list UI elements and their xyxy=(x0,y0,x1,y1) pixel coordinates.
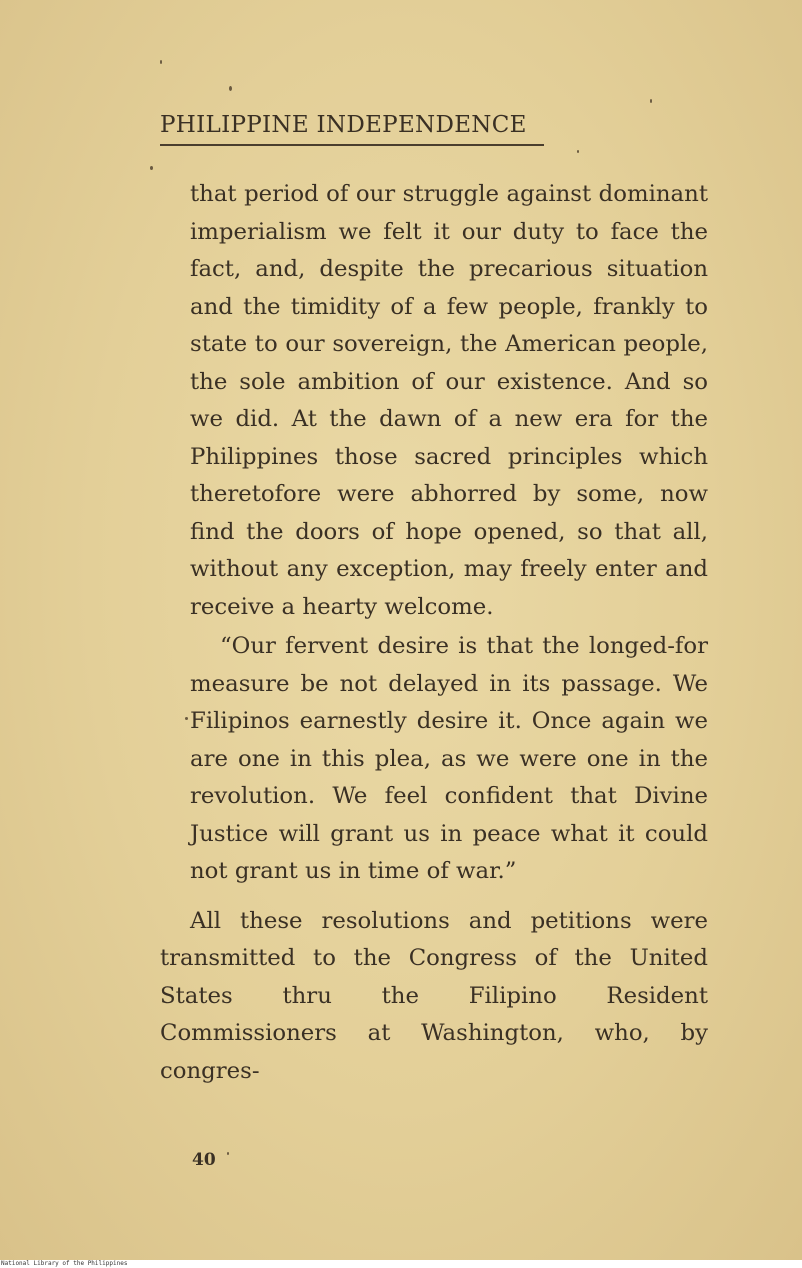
ink-speck xyxy=(150,166,153,170)
paragraph-continuation: that period of our struggle against dominant imperialism we felt it our duty to face the fact, and, despite the precarious situation and the timidity of a few people, frankly to state to our sovereign, the American people, the sole ambition of our existence. And so we did. At the dawn of a new era for the Philippines those sacred principles which theretofore were abhorred by some, now find the doors of hope opened, so that all, without any exception, may freely enter and receive a hearty welcome. xyxy=(190,181,708,620)
ink-speck xyxy=(229,86,232,91)
ink-speck xyxy=(160,60,162,64)
paragraph-quotation: “Our fervent desire is that the longed-for measure be not delayed in its passage. We Filipinos earnestly desire it. Once again we are one in this plea, as we were one in the revolution. We feel confident that Divine Justice will grant us in peace what it could not grant us in time of war.” xyxy=(190,633,708,884)
header-rule xyxy=(160,144,544,146)
ink-speck xyxy=(577,150,579,153)
page-number: 40 xyxy=(192,1150,216,1170)
ink-speck xyxy=(650,99,652,103)
body-text xyxy=(160,176,708,1090)
ink-speck xyxy=(185,717,188,720)
ink-speck xyxy=(227,1152,229,1155)
footer-credit: National Library of the Philippines xyxy=(1,1260,128,1267)
running-head: PHILIPPINE INDEPENDENCE xyxy=(160,112,527,138)
paragraph-resolutions: All these resolutions and petitions were transmitted to the Congress of the United States thru the Filipino Resident Commissioners at Washington, who, by congres- xyxy=(160,907,708,1084)
